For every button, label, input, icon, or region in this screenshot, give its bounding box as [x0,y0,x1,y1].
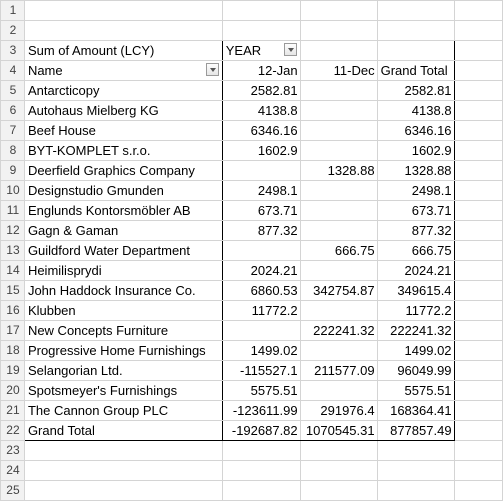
pivot-row-total[interactable]: 673.71 [377,201,454,221]
pivot-value-cell[interactable]: 673.71 [222,201,300,221]
row-header[interactable]: 4 [1,61,25,81]
cell[interactable] [454,41,502,61]
pivot-row-total[interactable]: 666.75 [377,241,454,261]
pivot-value-cell[interactable]: 211577.09 [300,361,377,381]
pivot-row-name[interactable]: John Haddock Insurance Co. [24,281,222,301]
row-header[interactable]: 22 [1,421,25,441]
pivot-row-total[interactable]: 349615.4 [377,281,454,301]
cell[interactable] [377,441,454,461]
sheet-row [1,181,503,201]
row-header[interactable]: 11 [1,201,25,221]
pivot-column-header[interactable]: 11-Dec [300,61,377,81]
sheet-row [1,341,503,361]
row-header[interactable]: 7 [1,121,25,141]
cell[interactable] [454,61,502,81]
pivot-column-field-label: YEAR [225,43,262,58]
cell[interactable] [222,21,300,41]
row-header[interactable]: 23 [1,441,25,461]
pivot-row-total[interactable]: 2582.81 [377,81,454,101]
pivot-value-cell[interactable]: 6346.16 [222,121,300,141]
pivot-value-cell[interactable]: 291976.4 [300,401,377,421]
cell[interactable] [454,161,502,181]
pivot-value-cell[interactable] [300,181,377,201]
row-header[interactable]: 10 [1,181,25,201]
pivot-grand-total-value[interactable]: 877857.49 [377,421,454,441]
pivot-value-cell[interactable] [300,221,377,241]
pivot-row-field [28,61,220,80]
pivot-value-cell[interactable] [300,81,377,101]
cell[interactable] [222,441,300,461]
cell[interactable] [300,21,377,41]
cell[interactable] [24,461,222,481]
row-header[interactable]: 14 [1,261,25,281]
pivot-row-name[interactable]: Antarcticopy [24,81,222,101]
pivot-row-total[interactable]: 96049.99 [377,361,454,381]
pivot-value-cell[interactable] [300,261,377,281]
pivot-row-name[interactable]: Deerfield Graphics Company [24,161,222,181]
pivot-row-field-label: Name [27,63,63,78]
pivot-row-name[interactable]: Beef House [24,121,222,141]
pivot-value-cell[interactable]: 4138.8 [222,101,300,121]
row-header[interactable]: 18 [1,341,25,361]
row-header[interactable]: 15 [1,281,25,301]
pivot-value-cell[interactable]: 877.32 [222,221,300,241]
cell[interactable] [454,421,502,441]
row-header[interactable]: 21 [1,401,25,421]
cell[interactable] [454,141,502,161]
sheet-row [1,461,503,481]
pivot-row-total[interactable]: 168364.41 [377,401,454,421]
pivot-value-cell[interactable] [300,141,377,161]
sheet-row [1,81,503,101]
row-header[interactable]: 2 [1,21,25,41]
cell[interactable] [454,301,502,321]
row-header[interactable]: 24 [1,461,25,481]
pivot-grand-total-value[interactable]: -192687.82 [222,421,300,441]
pivot-row-name[interactable]: Heimilisprydi [24,261,222,281]
pivot-value-field-label[interactable]: Sum of Amount (LCY) [24,41,222,61]
cell[interactable] [24,441,222,461]
pivot-column-field-cell[interactable] [222,41,300,61]
cell[interactable] [454,201,502,221]
pivot-row-total[interactable]: 877.32 [377,221,454,241]
pivot-value-cell[interactable]: 2024.21 [222,261,300,281]
cell[interactable] [222,1,300,21]
pivot-value-cell[interactable]: 666.75 [300,241,377,261]
pivot-column-field [226,41,298,60]
cell[interactable] [454,121,502,141]
filter-dropdown-icon[interactable] [206,63,219,76]
pivot-row-name[interactable]: Selangorian Ltd. [24,361,222,381]
sheet-row [1,141,503,161]
cell[interactable] [300,461,377,481]
row-header[interactable]: 3 [1,41,25,61]
row-header[interactable]: 8 [1,141,25,161]
sheet-row [1,61,503,81]
pivot-row-total[interactable]: 1328.88 [377,161,454,181]
pivot-row-name[interactable]: Designstudio Gmunden [24,181,222,201]
cell[interactable] [377,1,454,21]
pivot-row-total[interactable]: 4138.8 [377,101,454,121]
pivot-row-name[interactable]: Autohaus Mielberg KG [24,101,222,121]
cell[interactable] [454,321,502,341]
pivot-value-cell[interactable]: 11772.2 [222,301,300,321]
filter-dropdown-icon[interactable] [284,43,297,56]
cell[interactable] [24,1,222,21]
cell[interactable] [454,181,502,201]
row-header[interactable]: 13 [1,241,25,261]
sheet-row [1,101,503,121]
cell[interactable] [454,241,502,261]
pivot-row-total[interactable]: 11772.2 [377,301,454,321]
pivot-row-total[interactable]: 1602.9 [377,141,454,161]
row-header[interactable]: 9 [1,161,25,181]
sheet-row [1,241,503,261]
pivot-value-cell[interactable] [300,121,377,141]
sheet-row [1,361,503,381]
cell[interactable] [454,381,502,401]
pivot-grand-total-label[interactable]: Grand Total [24,421,222,441]
row-header[interactable]: 17 [1,321,25,341]
pivot-row-name[interactable]: Guildford Water Department [24,241,222,261]
sheet-row [1,421,503,441]
row-header[interactable]: 25 [1,481,25,501]
sheet-row [1,381,503,401]
pivot-row-name[interactable]: Spotsmeyer's Furnishings [24,381,222,401]
pivot-row-total[interactable]: 222241.32 [377,321,454,341]
pivot-row-total[interactable]: 5575.51 [377,381,454,401]
row-header[interactable]: 19 [1,361,25,381]
pivot-row-name[interactable]: Gagn & Gaman [24,221,222,241]
pivot-value-cell[interactable]: 222241.32 [300,321,377,341]
row-header[interactable]: 1 [1,1,25,21]
row-header[interactable]: 12 [1,221,25,241]
sheet-row [1,121,503,141]
cell[interactable] [454,101,502,121]
sheet-row [1,21,503,41]
pivot-column-header-grand-total[interactable]: Grand Total [377,61,454,81]
sheet-row [1,201,503,221]
cell[interactable] [454,341,502,361]
row-header[interactable]: 5 [1,81,25,101]
cell[interactable] [300,41,377,61]
sheet-row [1,161,503,181]
pivot-row-field-cell[interactable] [24,61,222,81]
sheet-row [1,1,503,21]
pivot-value-cell[interactable]: 2582.81 [222,81,300,101]
pivot-value-cell[interactable]: 342754.87 [300,281,377,301]
sheet-row [1,441,503,461]
pivot-value-cell[interactable]: 6860.53 [222,281,300,301]
row-header[interactable]: 20 [1,381,25,401]
pivot-row-name[interactable]: Englunds Kontorsmöbler AB [24,201,222,221]
sheet-row [1,41,503,61]
cell[interactable] [454,461,502,481]
cell[interactable] [454,361,502,381]
cell[interactable] [454,261,502,281]
pivot-value-cell[interactable] [222,321,300,341]
pivot-row-name[interactable]: The Cannon Group PLC [24,401,222,421]
cell[interactable] [454,81,502,101]
sheet-row [1,301,503,321]
cell[interactable] [377,41,454,61]
pivot-value-cell[interactable]: 5575.51 [222,381,300,401]
cell[interactable] [377,461,454,481]
pivot-value-cell[interactable] [300,381,377,401]
pivot-value-cell[interactable] [300,301,377,321]
pivot-value-cell[interactable]: -123611.99 [222,401,300,421]
cell[interactable] [377,21,454,41]
pivot-value-cell[interactable] [300,201,377,221]
pivot-value-cell[interactable]: 1602.9 [222,141,300,161]
sheet-row [1,281,503,301]
pivot-row-name[interactable]: Progressive Home Furnishings [24,341,222,361]
row-header[interactable]: 16 [1,301,25,321]
cell[interactable] [222,461,300,481]
cell[interactable] [454,281,502,301]
pivot-column-header[interactable]: 12-Jan [222,61,300,81]
pivot-value-cell[interactable] [222,241,300,261]
sheet-row [1,321,503,341]
pivot-grand-total-value[interactable]: 1070545.31 [300,421,377,441]
cell[interactable] [454,401,502,421]
pivot-value-cell[interactable]: -115527.1 [222,361,300,381]
row-header[interactable]: 6 [1,101,25,121]
sheet-row [1,261,503,281]
pivot-row-total[interactable]: 6346.16 [377,121,454,141]
cell[interactable] [454,441,502,461]
pivot-row-name[interactable]: Klubben [24,301,222,321]
pivot-row-total[interactable]: 2024.21 [377,261,454,281]
pivot-value-cell[interactable]: 2498.1 [222,181,300,201]
sheet-row [1,401,503,421]
pivot-value-cell[interactable] [222,161,300,181]
cell[interactable] [300,1,377,21]
cell[interactable] [454,1,502,21]
pivot-value-cell[interactable] [300,341,377,361]
pivot-row-name[interactable]: New Concepts Furniture [24,321,222,341]
cell[interactable] [300,441,377,461]
cell[interactable] [24,21,222,41]
pivot-row-total[interactable]: 2498.1 [377,181,454,201]
sheet-row [1,221,503,241]
cell[interactable] [454,21,502,41]
pivot-value-cell[interactable] [300,101,377,121]
pivot-value-cell[interactable]: 1328.88 [300,161,377,181]
pivot-row-name[interactable]: BYT-KOMPLET s.r.o. [24,141,222,161]
pivot-row-total[interactable]: 1499.02 [377,341,454,361]
cell[interactable] [454,221,502,241]
pivot-value-cell[interactable]: 1499.02 [222,341,300,361]
